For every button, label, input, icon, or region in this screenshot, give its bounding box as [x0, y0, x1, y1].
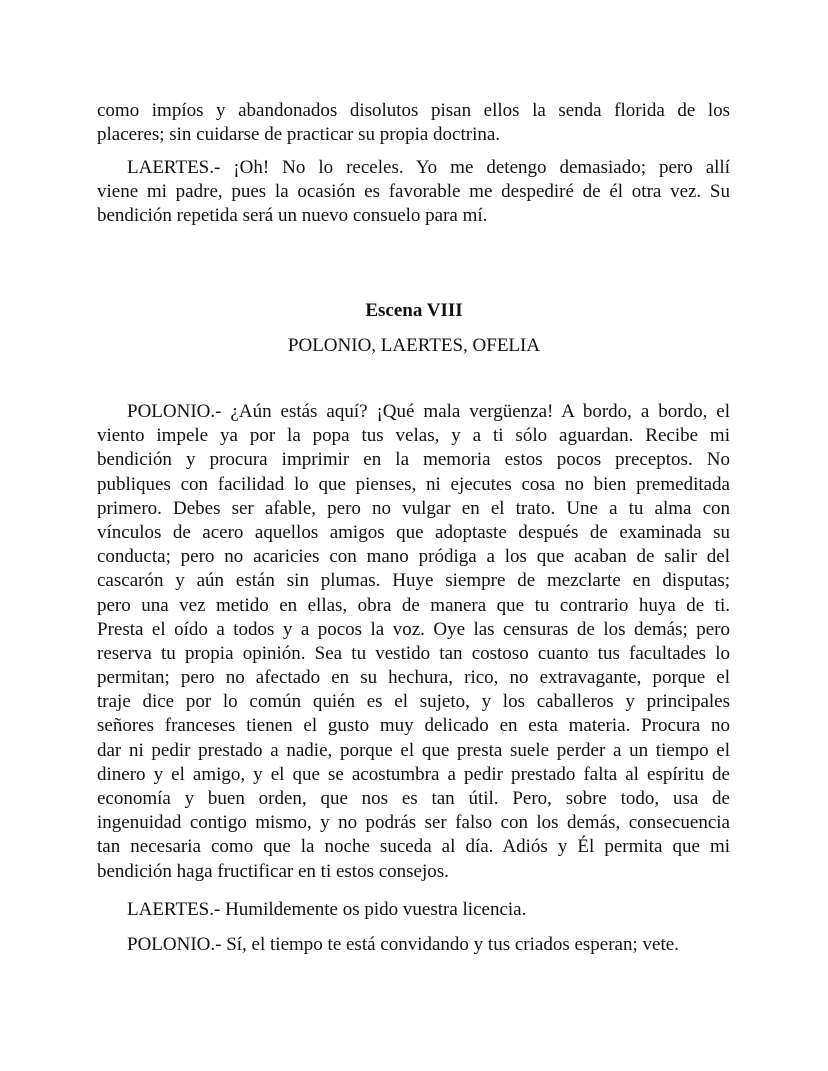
- text-line: LAERTES.- ¡Oh! No lo receles. Yo me detengo demasiado; pero allí: [127, 157, 730, 178]
- text-line: LAERTES.- Humildemente os pido vuestra licencia.: [127, 899, 527, 920]
- text-line: POLONIO.- ¿Aún estás aquí? ¡Qué mala vergüenza! A bordo, a bordo, el: [127, 401, 730, 422]
- text-line: pero una vez metido en ellas, obra de manera que tu contrario huya de ti.: [97, 594, 730, 616]
- text-line: señores franceses tienen el gusto muy delicado en esta materia. Procura no: [97, 715, 730, 737]
- text-line: Presta el oído a todos y a pocos la voz. Oye las censuras de los demás; pero: [97, 618, 730, 640]
- text-line: bendición haga fructificar en ti estos consejos.: [97, 860, 449, 882]
- text-line: permitan; pero no afectado en su hechura, rico, no extravagante, porque el: [97, 667, 730, 689]
- scene-characters: POLONIO, LAERTES, OFELIA: [287, 335, 541, 356]
- paragraph-laertes-reply: [97, 898, 730, 922]
- text-line: POLONIO.- Sí, el tiempo te está convidando y tus criados esperan; vete.: [127, 934, 679, 955]
- text-line: vínculos de acero aquellos amigos que adoptaste después de examinada su: [97, 521, 730, 543]
- text-line: dinero y el amigo, y el que se acostumbra a pedir prestado falta al espíritu de: [97, 763, 730, 785]
- text-line: economía y buen orden, que nos es tan útil. Pero, sobre todo, usa de: [97, 788, 730, 809]
- text-line: primero. Debes ser afable, pero no vulgar en el trato. Une a tu alma con: [97, 497, 730, 519]
- paragraph-continuation: [97, 99, 730, 147]
- text-line: dar ni pedir prestado a nadie, porque el que presta suele perder a un tiempo el: [97, 739, 730, 761]
- text-line: tan necesaria como que la noche suceda al día. Adiós y Él permita que mi: [97, 836, 730, 858]
- text-line: publiques con facilidad lo que pienses, ni ejecutes cosa no bien premeditada: [97, 473, 730, 495]
- paragraph-polonio-speech: [97, 400, 730, 884]
- scene-title: Escena VIII: [365, 300, 463, 321]
- text-line: traje dice por lo común quién es el sujeto, y los caballeros y principales: [97, 691, 730, 713]
- text-line: ingenuidad contigo mismo, y no podrás ser falso con los demás, consecuencia: [97, 812, 730, 834]
- text-line: placeres; sin cuidarse de practicar su propia doctrina.: [97, 124, 501, 146]
- text-line: bendición repetida será un nuevo consuelo para mí.: [97, 205, 488, 227]
- paragraph-polonio-reply: [97, 933, 730, 957]
- text-line: como impíos y abandonados disolutos pisan ellos la senda florida de los: [97, 100, 730, 121]
- text-line: reserva tu propia opinión. Sea tu vestido tan costoso cuanto tus facultades lo: [97, 642, 730, 664]
- paragraph-laertes: [97, 156, 730, 229]
- text-line: viento impele ya por la popa tus velas, y a ti sólo aguardan. Recibe mi: [97, 425, 730, 447]
- text-line: cascarón y aún están sin plumas. Huye siempre de mezclarte en disputas;: [97, 570, 730, 592]
- text-line: conducta; pero no acaricies con mano pródiga a los que acaban de salir del: [97, 546, 730, 568]
- text-line: bendición y procura imprimir en la memoria estos pocos preceptos. No: [97, 449, 730, 471]
- text-line: viene mi padre, pues la ocasión es favorable me despediré de él otra vez. Su: [97, 181, 730, 203]
